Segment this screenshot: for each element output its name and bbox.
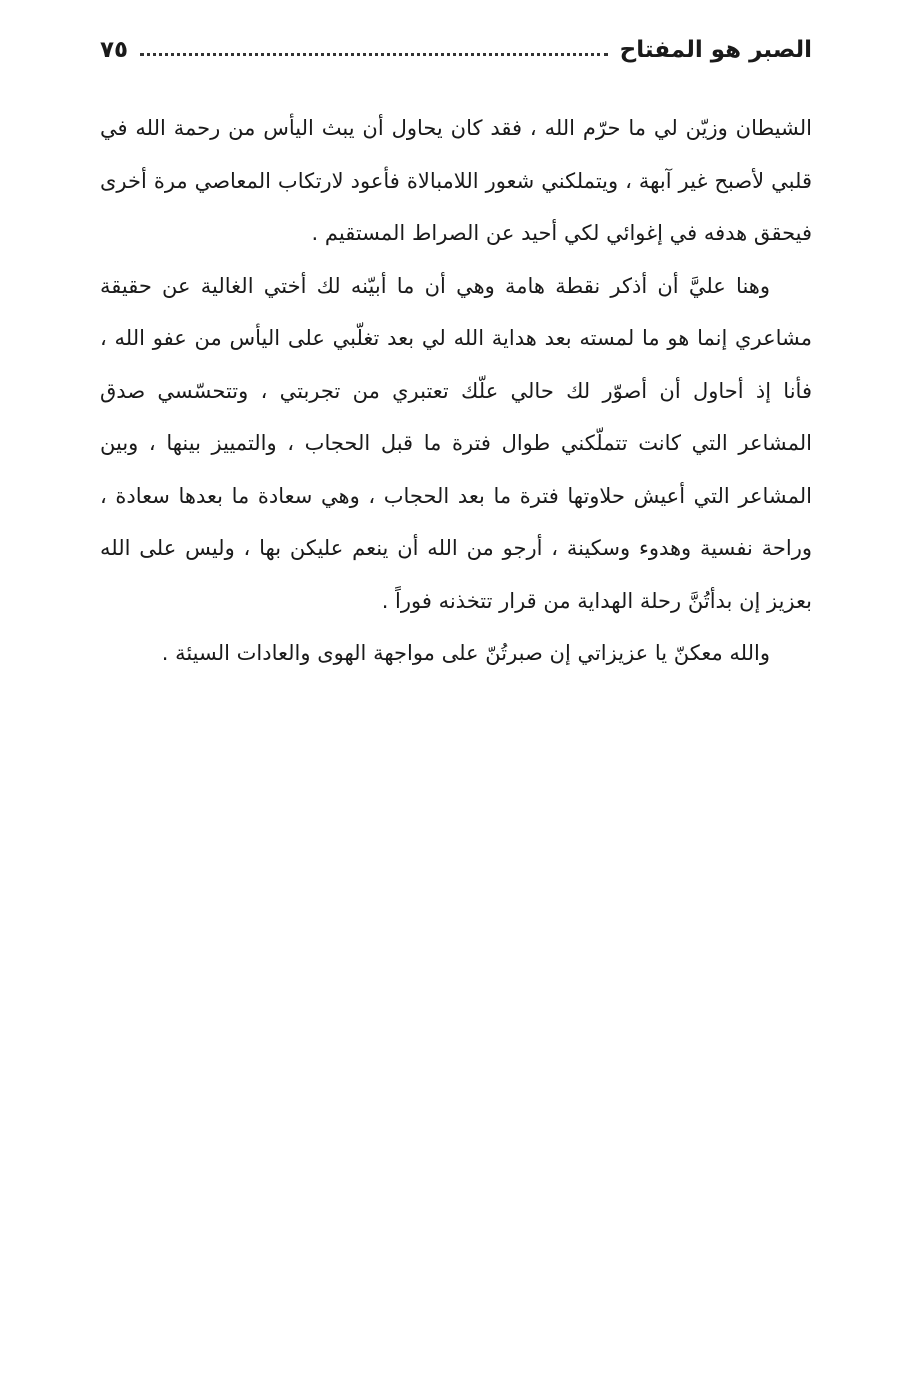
running-title: الصبر هو المفتاح: [619, 37, 812, 63]
body-text: [100, 102, 812, 680]
running-header: [100, 30, 812, 70]
leader-dots: [140, 53, 608, 56]
paragraph: وهنا عليَّ أن أذكر نقطة هامة وهي أن ما أبيّنه لك أختي الغالية عن حقيقة مشاعري إنما هو ما لمسته بعد هداية الله لي بعد تغلّبي على اليأس من عفو الله ، فأنا إذ أحاول أن أصوّر لك حالي علّك تعتبري من تجربتي ، وتتحسّسي صدق المشاعر التي كانت تتملّكني طوال فترة ما قبل الحجاب ، والتمييز بينها ، وبين المشاعر التي أعيش حلاوتها فترة ما بعد الحجاب ، وهي سعادة ما بعدها سعادة ، وراحة نفسية وهدوء وسكينة ، أرجو من الله أن ينعم عليكن بها ، وليس على الله بعزيز إن بدأتُنَّ رحلة الهداية من قرار تتخذنه فوراً .: [100, 273, 812, 613]
paragraph: الشيطان وزيّن لي ما حرّم الله ، فقد كان يحاول أن يبث اليأس من رحمة الله في قلبي لأصبح غير آبهة ، ويتملكني شعور اللامبالاة فأعود لارتكاب المعاصي مرة أخرى فيحقق هدفه في إغوائي لكي أحيد عن الصراط المستقيم .: [100, 116, 812, 245]
paragraph: والله معكنّ يا عزيزاتي إن صبرتُنّ على مواجهة الهوى والعادات السيئة .: [161, 641, 770, 665]
page-number: ٧٥: [100, 37, 129, 63]
